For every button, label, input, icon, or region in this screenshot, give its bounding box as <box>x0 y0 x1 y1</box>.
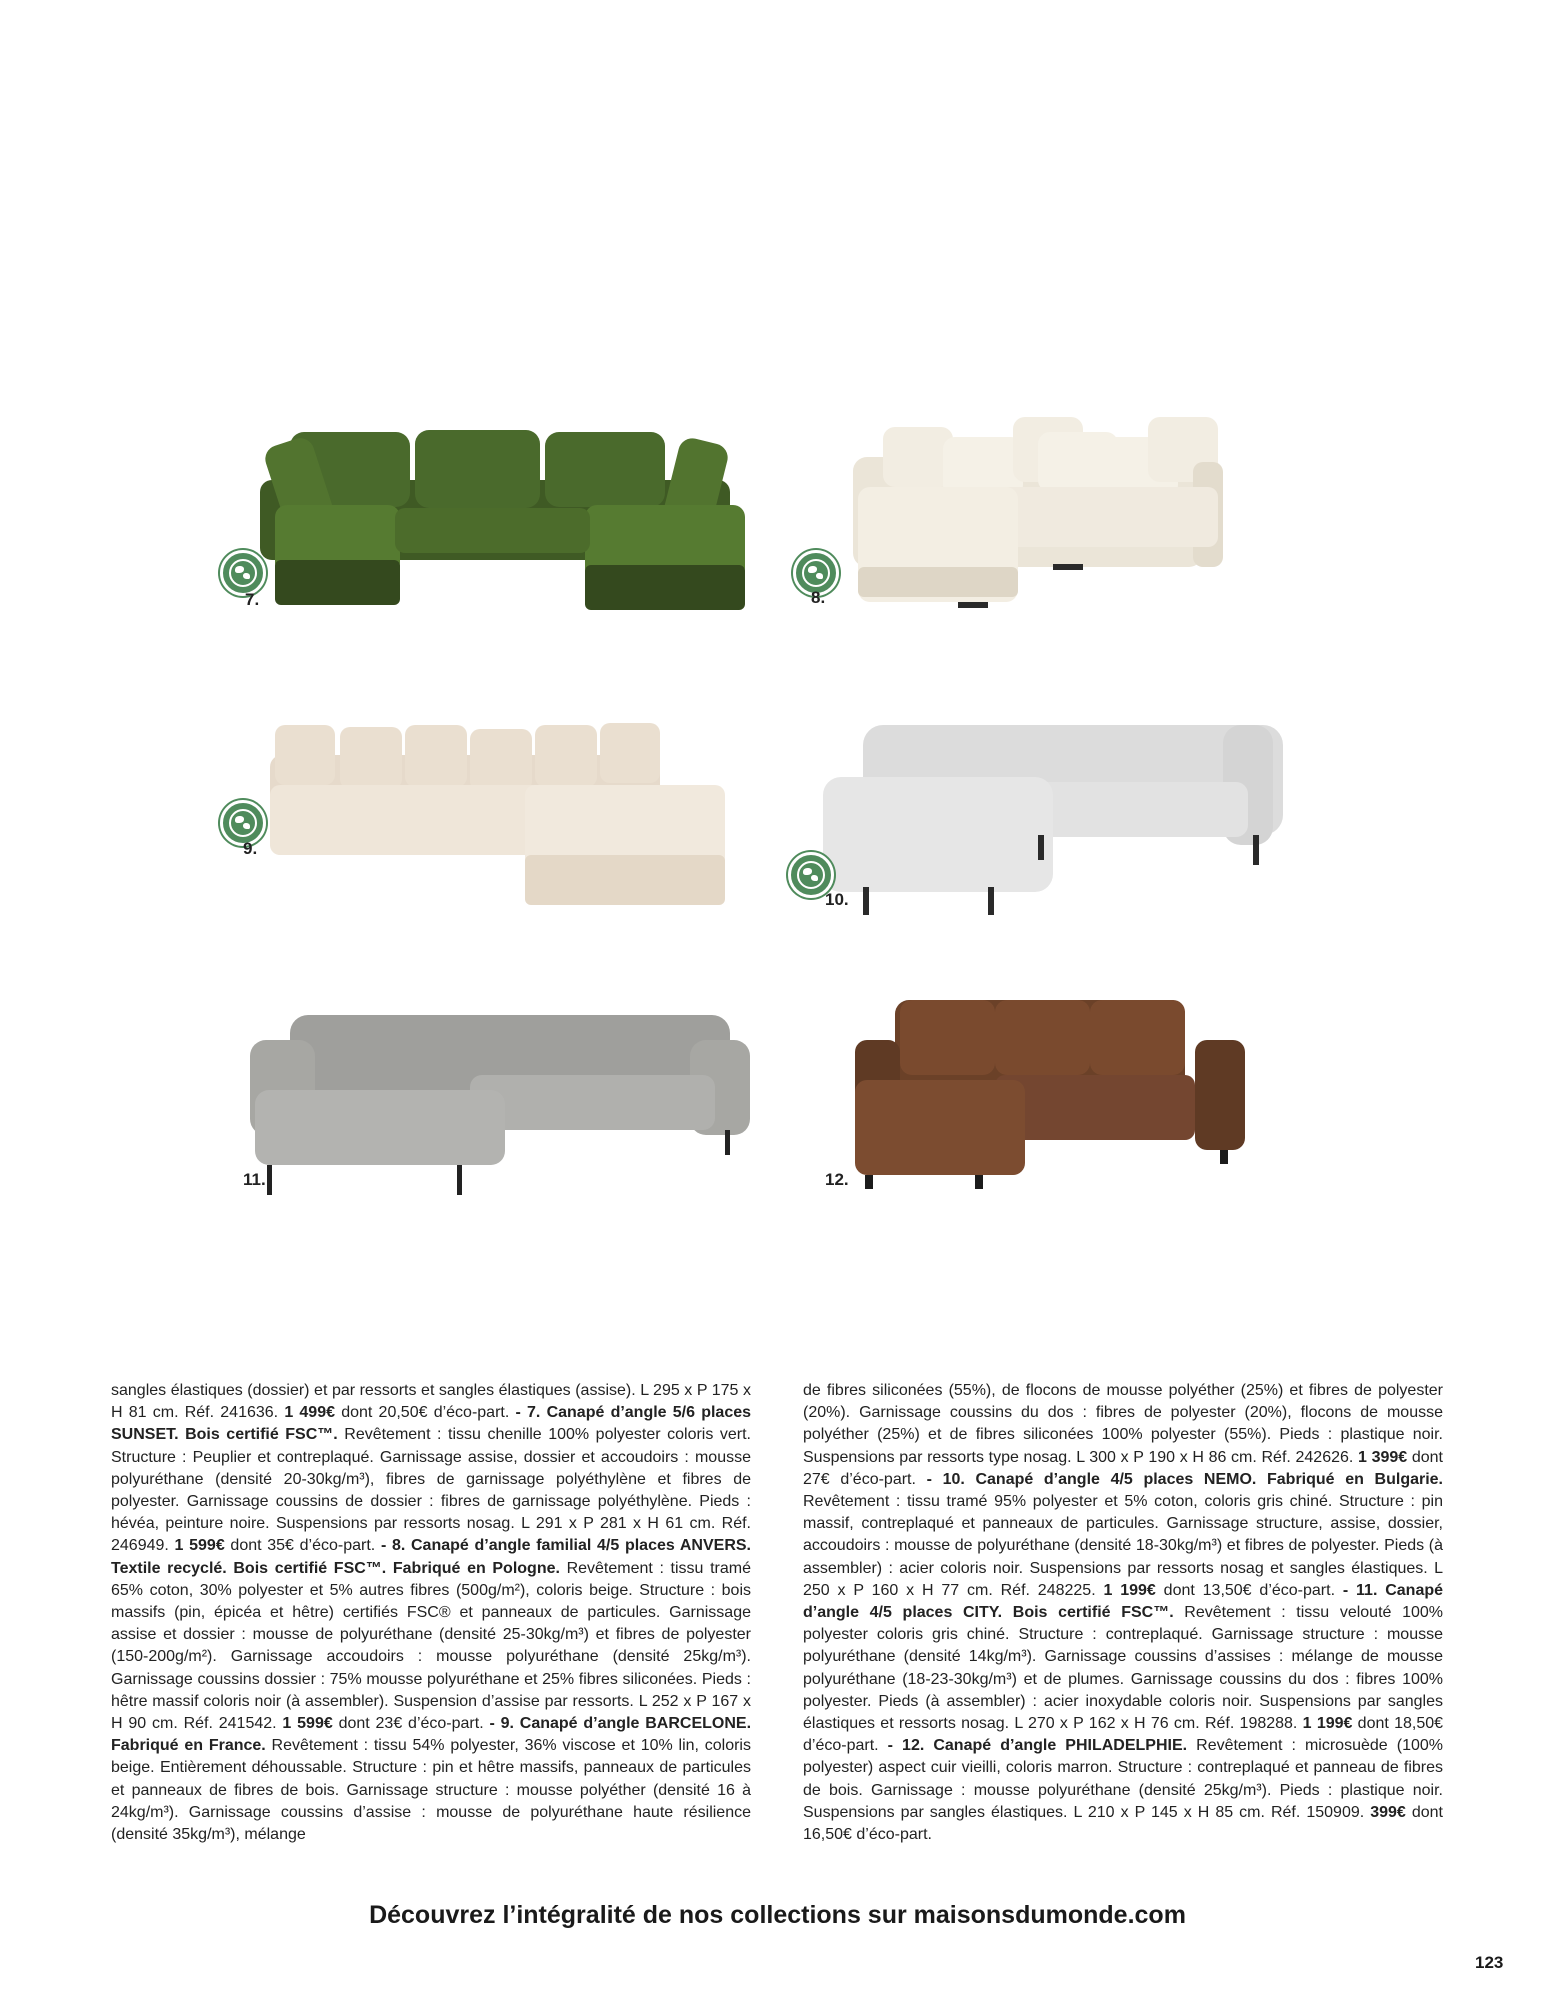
sofa-12-image <box>825 995 1265 1195</box>
sofa-9-image <box>215 715 735 915</box>
sofa-7-image <box>215 420 775 620</box>
price-11: 1 199€ <box>1103 1581 1156 1599</box>
text-fragment: Revêtement : tissu velouté 100% polyester coloris gris chiné. Structure : contreplaqué. Garnissage structure : mousse polyuréthane (densité 14kg/m³). Garnissage coussins d’assises : mélange de mousse polyuréthane (18-23-30kg/m³) et de plumes. Garnissage coussins du dos : fibres 100% polyester. Pieds (à assembler) : acier inoxydable coloris noir. Suspensions par sangles élastiques et ressorts nosag. L 270 x P 162 x H 76 cm. Réf. 198288. <box>803 1604 1443 1733</box>
text-fragment: Revêtement : tissu tramé 95% polyester et 5% coton, coloris gris chiné. Structure : pin massif, contreplaqué et panneaux de particules. Garnissage structure, assise, dossier, accoudoirs : mousse de polyuréthane (densité 18-30kg/m³) et fibres de polyester. Pieds (à assembler) : acier coloris noir. Suspensions par ressorts nosag et sangles élastiques. L 250 x P 160 x H 77 cm. Réf. 248225. <box>803 1493 1443 1599</box>
page-number: 123 <box>1475 1953 1504 1972</box>
product-number: 12. <box>825 1170 849 1189</box>
price-10: 1 399€ <box>1358 1448 1408 1466</box>
text-fragment: Revêtement : tissu chenille 100% polyester coloris vert. Structure : Peuplier et contreplaqué. Garnissage assise, dossier et accoudoirs : mousse polyuréthane (densité 20-30kg/m³), fibres de garnissage polyéthylène et fibres de polyester. Garnissage coussins de dossier : fibres de garnissage polyéthylène. Pieds : hévéa, peinture noire. Suspensions par ressorts nosag. L 291 x P 281 x H 61 cm. Réf. 246949. <box>111 1426 751 1555</box>
text-fragment: dont 27€ d’éco-part. <box>803 1448 1443 1488</box>
sofa-8-image <box>783 412 1243 612</box>
planet-icon <box>229 559 257 587</box>
product-number: 10. <box>825 890 849 909</box>
price-12a: 1 199€ <box>1302 1715 1353 1733</box>
text-fragment: sangles élastiques (dossier) et par ressorts et sangles élastiques (assise). L 295 x P 175 x H 81 cm. Réf. 241636. <box>111 1382 751 1422</box>
price-12: 399€ <box>1370 1803 1406 1821</box>
product-title-8: - 8. Canapé d’angle familial 4/5 places ANVERS. Textile recyclé. Bois certifié FSC™. Fabriqué en Pologne. <box>111 1537 751 1577</box>
text-fragment: Revêtement : tissu tramé 65% coton, 30% polyester et 5% autres fibres (500g/m²), coloris beige. Structure : bois massifs (pin, épicéa et hêtre) certifiés FSC® et panneaux de particules. Garnissage assise et dossier : mousse de polyuréthane (densité 25-30kg/m³) et fibres de polyester (150-200g/m²). Garnissage accoudoirs : mousse polyuréthane (densité 25kg/m³). Garnissage coussins dossier : 75% mousse polyuréthane et 25% fibres siliconées. Pieds : hêtre massif coloris noir (à assembler). Suspension d’assise par ressorts. L 252 x P 167 x H 90 cm. Réf. 241542. <box>111 1559 751 1733</box>
product-number: 8. <box>811 588 826 607</box>
product-9 <box>215 715 735 915</box>
description-column-right <box>803 1380 1443 1846</box>
footer-cta: Découvrez l’intégralité de nos collections sur maisonsdumonde.com <box>369 1901 1186 1929</box>
product-number: 7. <box>245 590 260 609</box>
text-fragment: dont 13,50€ d’éco-part. <box>1155 1581 1343 1599</box>
text-fragment: dont 20,50€ d’éco-part. <box>335 1404 516 1422</box>
text-fragment: Revêtement : microsuède (100% polyester) aspect cuir vieilli, coloris marron. Structure : contreplaqué et panneau de fibres de bois. Garnissage : mousse polyuréthane (densité 25kg/m³). Pieds : plastique noir. Suspensions par sangles élastiques. L 210 x P 145 x H 85 cm. Réf. 150909. <box>803 1737 1443 1821</box>
product-title-9: - 9. Canapé d’angle BARCELONE. Fabriqué en France. <box>111 1715 752 1755</box>
product-title-7: - 7. Canapé d’angle 5/6 places SUNSET. Bois certifié FSC™. <box>111 1404 752 1444</box>
product-number: 11. <box>243 1170 266 1189</box>
product-10 <box>783 717 1303 917</box>
text-fragment: dont 35€ d’éco-part. <box>224 1537 381 1555</box>
text-fragment: dont 16,50€ d’éco-part. <box>803 1803 1443 1844</box>
product-7 <box>215 420 775 620</box>
text-fragment: Revêtement : tissu 54% polyester, 36% viscose et 10% lin, coloris beige. Entièrement déhoussable. Structure : pin et hêtre massifs, panneaux de particules et panneaux de fibres de bois. Garnissage structure : mousse polyéther (densité 16 à 24kg/m³). Garnissage coussins d’assise : mousse de polyuréthane haute résilience (densité 35kg/m³), mélange <box>111 1737 751 1844</box>
description-column-left <box>111 1380 751 1846</box>
product-12 <box>825 995 1265 1195</box>
text-fragment: dont 18,50€ d’éco-part. <box>803 1715 1444 1755</box>
product-8 <box>783 412 1243 612</box>
product-title-10: - 10. Canapé d’angle 4/5 places NEMO. Fabriqué en Bulgarie. <box>926 1470 1443 1488</box>
price-8: 1 599€ <box>174 1537 225 1555</box>
price-7: 1 499€ <box>284 1404 336 1422</box>
sofa-11-image <box>240 1000 760 1200</box>
product-number: 9. <box>243 839 258 858</box>
product-title-12: - 12. Canapé d’angle PHILADELPHIE. <box>887 1737 1188 1755</box>
planet-icon <box>797 861 825 889</box>
planet-icon <box>802 559 830 587</box>
sofa-10-image <box>783 717 1303 917</box>
text-fragment: dont 23€ d’éco-part. <box>332 1715 490 1733</box>
text-fragment: de fibres siliconées (55%), de flocons de mousse polyéther (25%) et fibres de polyester (20%). Garnissage coussins du dos : fibres de polyester (20%), flocons de mousse polyéther (25%) et de fibres siliconées 100% polyester (55%). Pieds : plastique noir. Suspensions par ressorts type nosag. L 300 x P 190 x H 86 cm. Réf. 242626. <box>803 1382 1443 1466</box>
planet-icon <box>229 809 257 837</box>
price-9: 1 599€ <box>282 1715 333 1733</box>
product-11 <box>240 1000 760 1200</box>
product-title-11: - 11. Canapé d’angle 4/5 places CITY. Bois certifié FSC™. <box>803 1581 1444 1622</box>
